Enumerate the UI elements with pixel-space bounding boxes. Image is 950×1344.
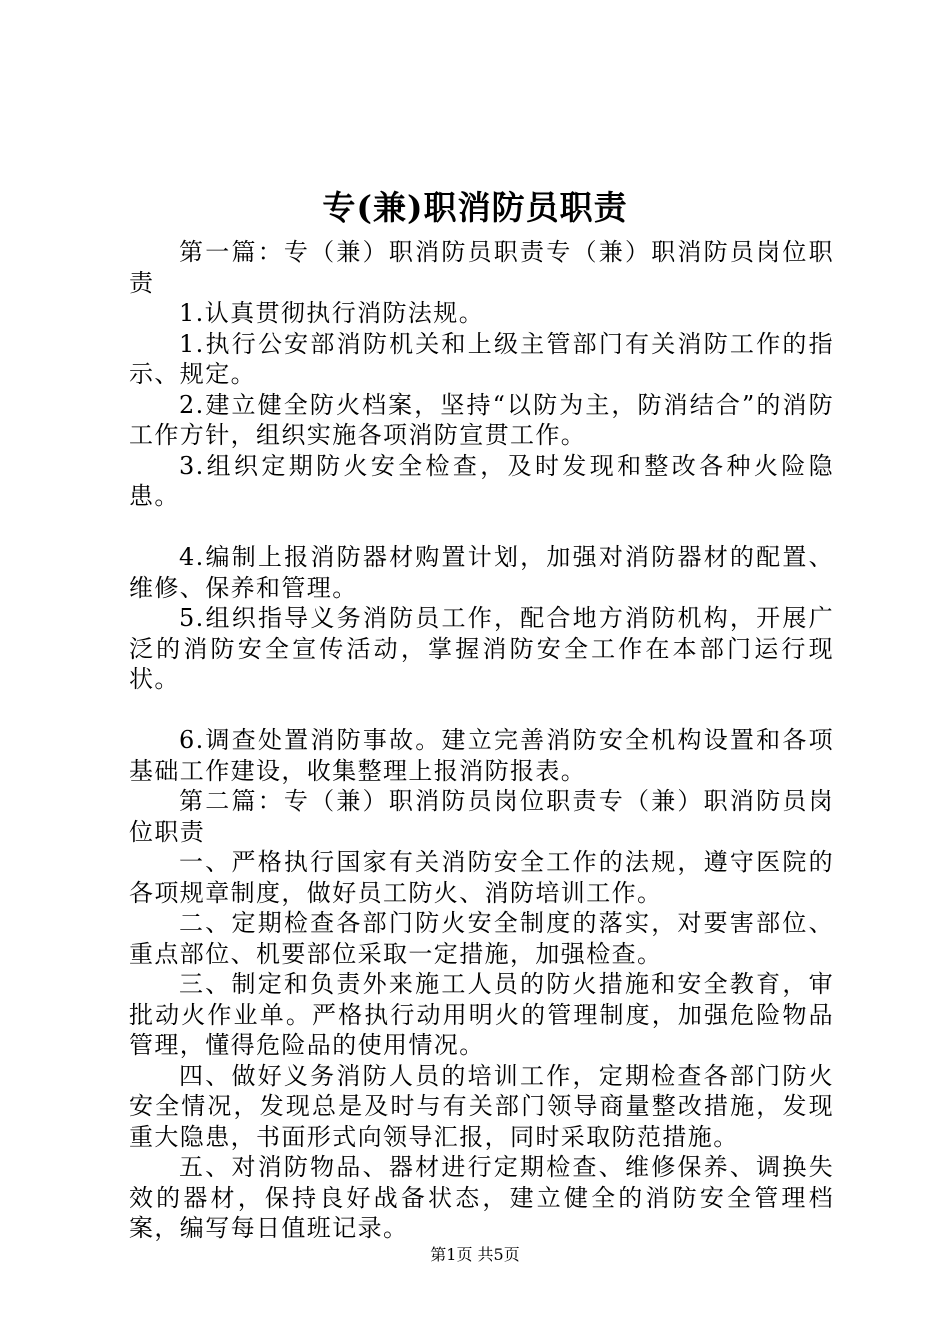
document-body	[129, 237, 834, 1244]
paragraph-part-two-heading: 第二篇：专（兼）职消防员岗位职责专（兼）职消防员岗位职责	[129, 787, 834, 846]
paragraph-duty-1: 一、严格执行国家有关消防安全工作的法规，遵守医院的各项规章制度，做好员工防火、消防培训工作。	[129, 848, 834, 907]
paragraph-item-1a: 1.认真贯彻执行消防法规。	[179, 299, 485, 327]
blank-line	[129, 512, 834, 543]
paragraph-duty-4: 四、做好义务消防人员的培训工作，定期检查各部门防火安全情况，发现总是及时与有关部门领导商量整改措施，发现重大隐患，书面形式向领导汇报，同时采取防范措施。	[129, 1061, 834, 1151]
paragraph-item-6: 6.调查处置消防事故。建立完善消防安全机构设置和各项基础工作建设，收集整理上报消防报表。	[129, 726, 834, 785]
paragraph-duty-5: 五、对消防物品、器材进行定期检查、维修保养、调换失效的器材，保持良好战备状态，建立健全的消防安全管理档案，编写每日值班记录。	[129, 1153, 834, 1242]
paragraph-item-4: 4.编制上报消防器材购置计划，加强对消防器材的配置、维修、保养和管理。	[129, 543, 834, 602]
paragraph-item-5: 5.组织指导义务消防员工作，配合地方消防机构，开展广泛的消防安全宣传活动，掌握消防安全工作在本部门运行现状。	[129, 604, 834, 693]
paragraph-item-1b: 1.执行公安部消防机关和上级主管部门有关消防工作的指示、规定。	[129, 329, 834, 388]
page-number-footer: 第1页 共5页	[430, 1245, 520, 1264]
blank-line	[129, 695, 834, 726]
paragraph-item-3: 3.组织定期防火安全检查，及时发现和整改各种火险隐患。	[129, 451, 834, 510]
paragraph-duty-2: 二、定期检查各部门防火安全制度的落实，对要害部位、重点部位、机要部位采取一定措施，加强检查。	[129, 909, 834, 968]
document-title: 专(兼)职消防员职责	[322, 188, 628, 227]
paragraph-item-2: 2.建立健全防火档案，坚持“以防为主，防消结合”的消防工作方针，组织实施各项消防宣贯工作。	[129, 390, 834, 449]
paragraph-duty-3: 三、制定和负责外来施工人员的防火措施和安全教育，审批动火作业单。严格执行动用明火的管理制度，加强危险物品管理，懂得危险品的使用情况。	[129, 970, 834, 1059]
paragraph-part-one-heading: 第一篇：专（兼）职消防员职责专（兼）职消防员岗位职责	[129, 238, 834, 297]
